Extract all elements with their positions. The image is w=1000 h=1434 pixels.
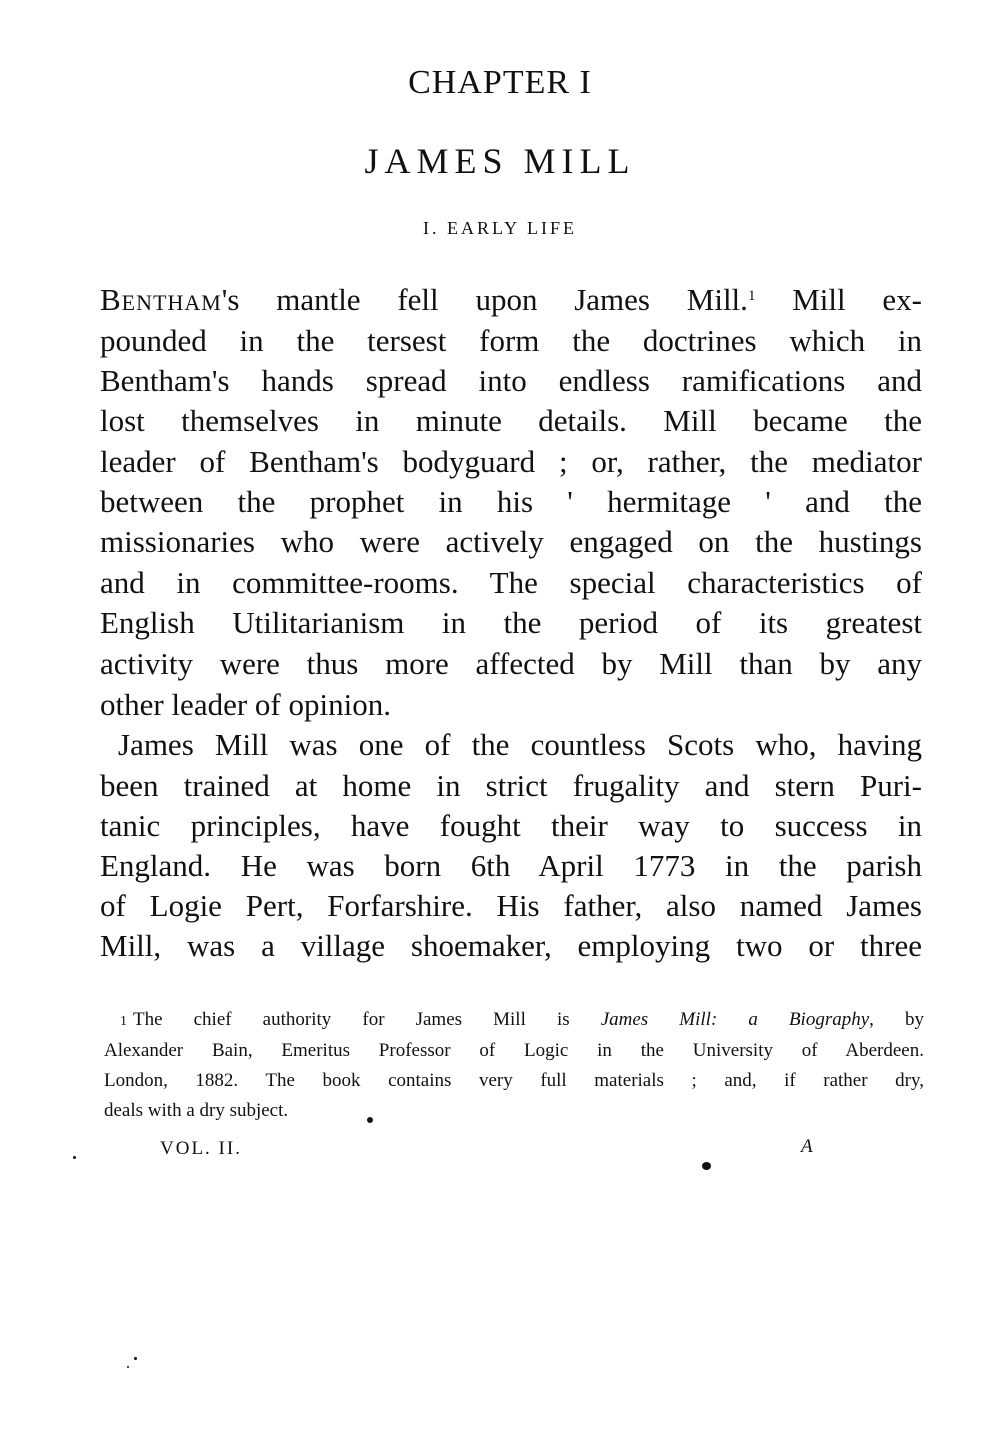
paragraph-line: James Mill was one of the countless Scots who, having — [118, 727, 922, 762]
footnote-line: Alexander Bain, Emeritus Professor of Logic in the University of Aberdeen. — [104, 1040, 924, 1061]
footnote-line: deals with a dry subject. — [104, 1100, 289, 1121]
scan-speck — [367, 1117, 373, 1123]
chapter-heading: CHAPTER I — [408, 64, 592, 101]
paragraph-line: lost themselves in minute details. Mill became the — [100, 403, 922, 438]
paragraph-line: English Utilitarianism in the period of its greatest — [100, 605, 922, 640]
paragraph-line: between the prophet in his ' hermitage ' and the — [100, 484, 922, 519]
footnote-text: , by — [869, 1009, 925, 1030]
signature-mark: A — [801, 1136, 813, 1157]
paragraph-line: other leader of opinion. — [100, 687, 391, 722]
paragraph-line: of Logie Pert, Forfarshire. His father, also named James — [100, 888, 922, 923]
paragraph-line: and in committee-rooms. The special characteristics of — [100, 565, 922, 600]
paragraph-line: tanic principles, have fought their way to success in — [100, 808, 922, 843]
paragraph-line: been trained at home in strict frugality and stern Puri- — [100, 768, 922, 803]
scan-speck — [127, 1366, 129, 1368]
footnote-line — [120, 1005, 924, 1035]
paragraph-line: Mill, was a village shoemaker, employing two or three — [100, 928, 922, 963]
paragraph-line: leader of Bentham's bodyguard ; or, rather, the mediator — [100, 444, 922, 479]
footnote-line: London, 1882. The book contains very full materials ; and, if rather dry, — [104, 1070, 924, 1091]
paragraph-line: pounded in the tersest form the doctrines which in — [100, 323, 922, 358]
paragraph-line: activity were thus more affected by Mill than by any — [100, 646, 922, 681]
paragraph-line — [100, 280, 922, 320]
lead-word: Bentham — [100, 282, 222, 317]
line-text: Mill ex- — [755, 282, 922, 317]
volume-signature: VOL. II. — [160, 1138, 242, 1159]
footnote-reference: 1 — [747, 288, 756, 304]
scan-speck — [73, 1156, 76, 1159]
chapter-title: JAMES MILL — [364, 141, 636, 181]
scan-speck — [134, 1357, 137, 1360]
section-heading: I. EARLY LIFE — [422, 218, 577, 238]
scan-speck — [702, 1162, 711, 1170]
footnote-text: The chief authority for James Mill is — [133, 1009, 601, 1030]
paragraph-line: missionaries who were actively engaged on the hustings — [100, 524, 922, 559]
line-text: 's mantle fell upon James Mill. — [221, 282, 748, 317]
paragraph-line: England. He was born 6th April 1773 in the parish — [100, 848, 922, 883]
paragraph-line: Bentham's hands spread into endless ramifications and — [100, 363, 922, 398]
footnote-book-title: James Mill: a Biography — [600, 1009, 870, 1030]
footnote-marker: 1 — [120, 1014, 127, 1029]
